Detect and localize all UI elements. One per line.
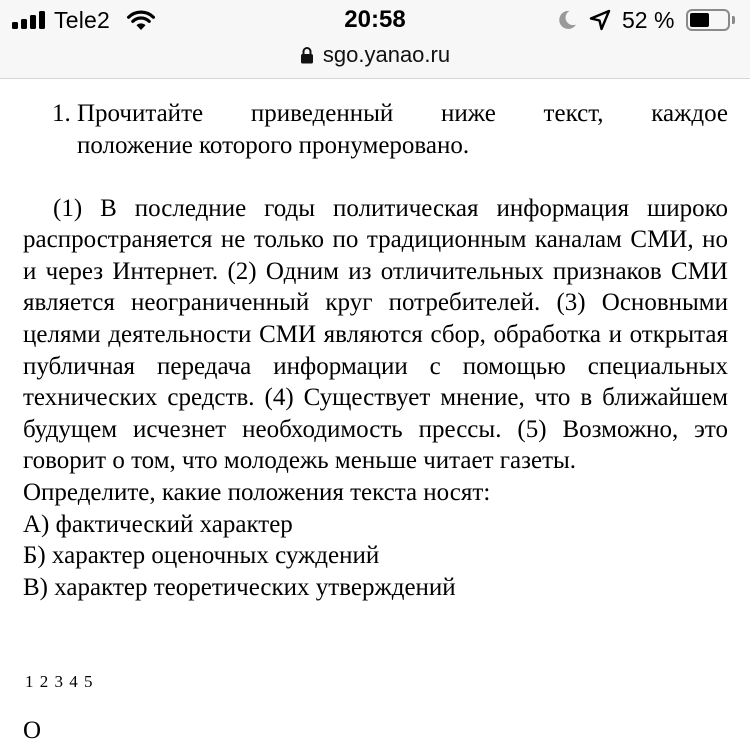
lock-icon [300, 46, 314, 64]
carrier-name: Tele2 [54, 7, 110, 33]
status-bar [0, 0, 750, 40]
clock: 20:58 [344, 6, 406, 33]
answer-numbers: 1 2 3 4 5 [25, 672, 94, 691]
task-instruction-line2: положение которого пронумеровано. [77, 132, 470, 159]
cut-off-text: О [23, 717, 42, 744]
battery-tip [732, 16, 735, 24]
document-content [23, 98, 728, 603]
moon-icon [556, 9, 578, 31]
question-text: Определите, какие положения текста носят: [23, 478, 491, 506]
task-instruction-line1: Прочитайте приведенный ниже текст, каждое [77, 100, 728, 127]
battery-percentage: 52 % [622, 7, 675, 33]
url-bar[interactable] [0, 40, 750, 79]
location-icon [589, 9, 611, 31]
url-display[interactable] [0, 42, 750, 68]
passage-paragraph: (1) В последние годы политическая информация широко распространяется не только по традиционным каналам СМИ, но и через Интернет. (2) Одним из отличительных признаков СМИ является неограниченный круг потребителей. (3) Основными целями деятельности СМИ являются сбор, обработка и открытая публичная передача информации с помощью специальных технических средств. (4) Существует мнение, что в ближайшем будущем исчезнет необходимость прессы. (5) Возможно, это говорит о том, что молодежь меньше читает газеты. [23, 194, 728, 475]
option-a: А) фактический характер [23, 510, 293, 538]
battery-icon [686, 9, 730, 31]
option-c: В) характер теоретических утверждений [23, 573, 456, 601]
task-number: 1. [52, 100, 71, 127]
battery-level-fill [690, 13, 709, 27]
url-text: sgo.yanao.ru [322, 42, 451, 67]
option-b: Б) характер оценочных суждений [23, 542, 380, 570]
task-line-1 [23, 98, 728, 130]
